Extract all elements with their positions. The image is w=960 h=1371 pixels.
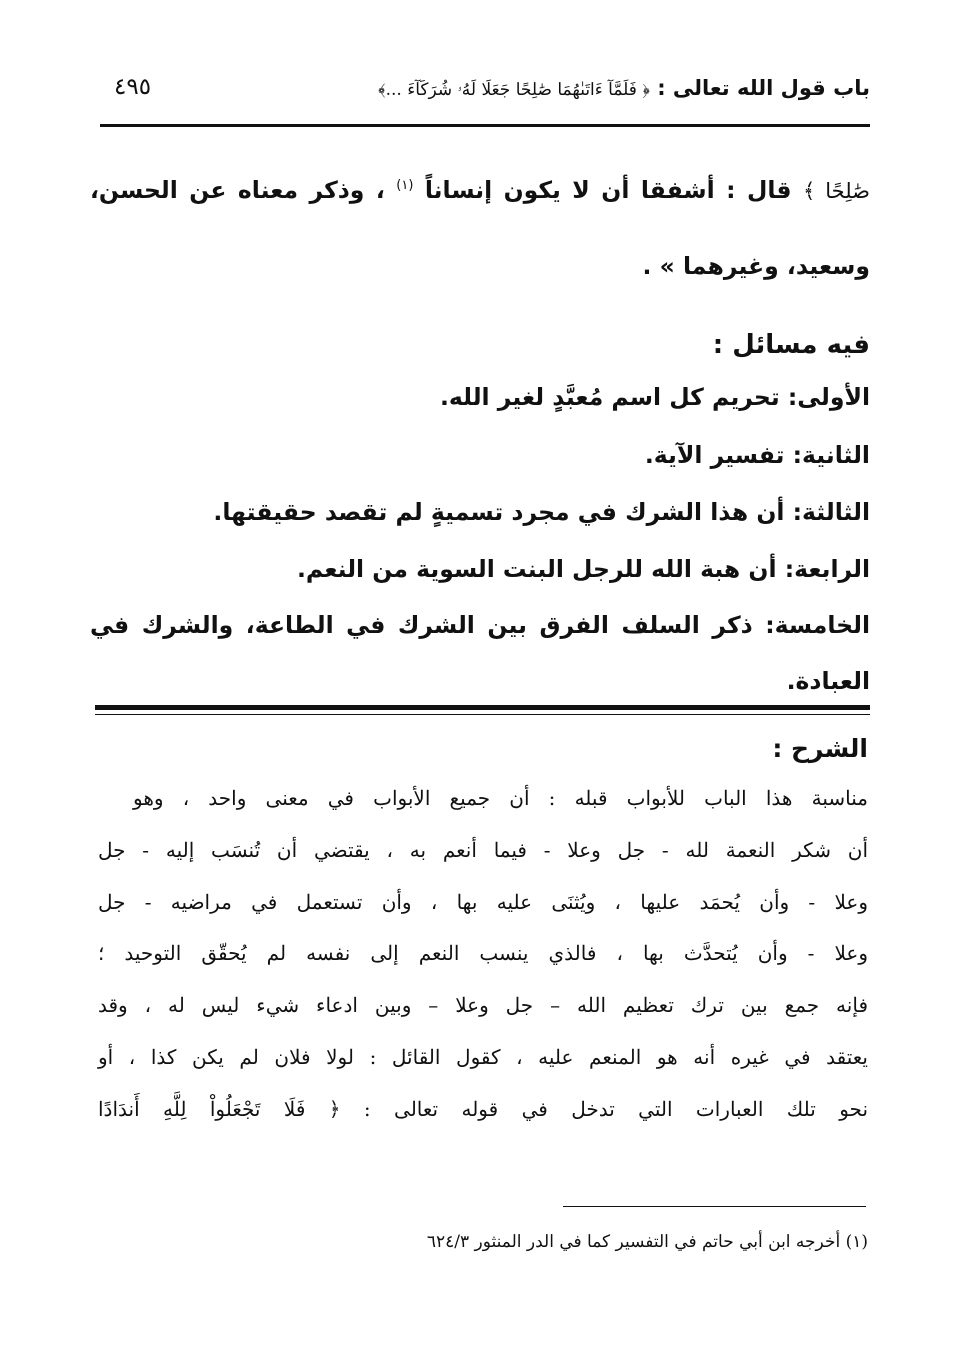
sharh-text: نحو تلك العبارات التي تدخل في قوله تعالى : <box>340 1097 869 1121</box>
masala-1: الأولى: تحريم كل اسم مُعبَّدٍ لغير الله. <box>439 383 870 411</box>
footnote-marker: (١) <box>396 178 414 194</box>
matn-line-2: وسعيد، وغيرهما » . <box>642 252 870 280</box>
section-divider-thick <box>95 705 870 710</box>
footnote-rule <box>563 1206 866 1207</box>
footnote: (١) أخرجه ابن أبي حاتم في التفسير كما في الدر المنثور ٦٢٤/٣ <box>426 1232 868 1252</box>
sharh-line-2: أن شكر النعمة لله - جل وعلا - فيما أنعم به ، يقتضي أن تُنسَب إليه - جل <box>98 838 869 862</box>
masala-4: الرابعة: أن هبة الله للرجل البنت السوية من النعم. <box>297 555 870 583</box>
masail-heading: فيه مسائل : <box>712 330 870 360</box>
verse-fragment: ﴿ فَلَا تَجْعَلُواْ لِلَّهِ أَندَادًا <box>98 1097 341 1121</box>
chapter-label: باب قول الله تعالى : <box>657 76 870 100</box>
chapter-verse: ﴿ فَلَمَّآ ءَاتَىٰهُمَا صَٰلِحًا جَعَلَا لَهُۥ شُرَكَآءَ ...﴾ <box>378 80 650 100</box>
masala-5: الخامسة: ذكر السلف الفرق بين الشرك في الطاعة، والشرك في <box>90 611 870 639</box>
section-divider-thin <box>95 714 870 715</box>
chapter-title <box>378 76 870 100</box>
sharh-line-5: فإنه جمع بين ترك تعظيم الله – جل وعلا – وبين ادعاء شيء ليس له ، وقد <box>98 993 868 1017</box>
masala-3: الثالثة: أن هذا الشرك في مجرد تسميةٍ لم تقصد حقيقتها. <box>213 498 870 526</box>
sharh-line-1: مناسبة هذا الباب للأبواب قبله : أن جميع الأبواب في معنى واحد ، وهو <box>133 786 868 810</box>
matn-line-1 <box>90 176 870 204</box>
matn-text: قال : أشفقا أن لا يكون إنساناً <box>413 176 792 204</box>
masala-2: الثانية: تفسير الآية. <box>644 441 870 469</box>
sharh-line-3: وعلا - وأن يُحمَد عليها ، ويُثنَى عليه بها ، وأن تستعمل في مراضيه - جل <box>98 890 868 914</box>
masala-5-cont: العبادة. <box>786 667 870 695</box>
page-number: ٤٩٥ <box>114 74 152 100</box>
verse-fragment: صَٰلِحًا ﴾ <box>803 179 871 203</box>
running-header <box>100 72 870 118</box>
sharh-line-4: وعلا - وأن يُتحدَّث بها ، فالذي ينسب النعم إلى نفسه لم يُحقّق التوحيد ؛ <box>98 941 868 965</box>
sharh-line-6: يعتقد في غيره أنه هو المنعم عليه ، كقول القائل : لولا فلان لم يكن كذا ، أو <box>98 1045 868 1069</box>
sharh-title: الشرح : <box>772 734 868 763</box>
sharh-line-7 <box>98 1097 868 1121</box>
header-rule <box>100 124 870 127</box>
matn-text: ، وذكر معناه عن الحسن، <box>90 176 385 204</box>
